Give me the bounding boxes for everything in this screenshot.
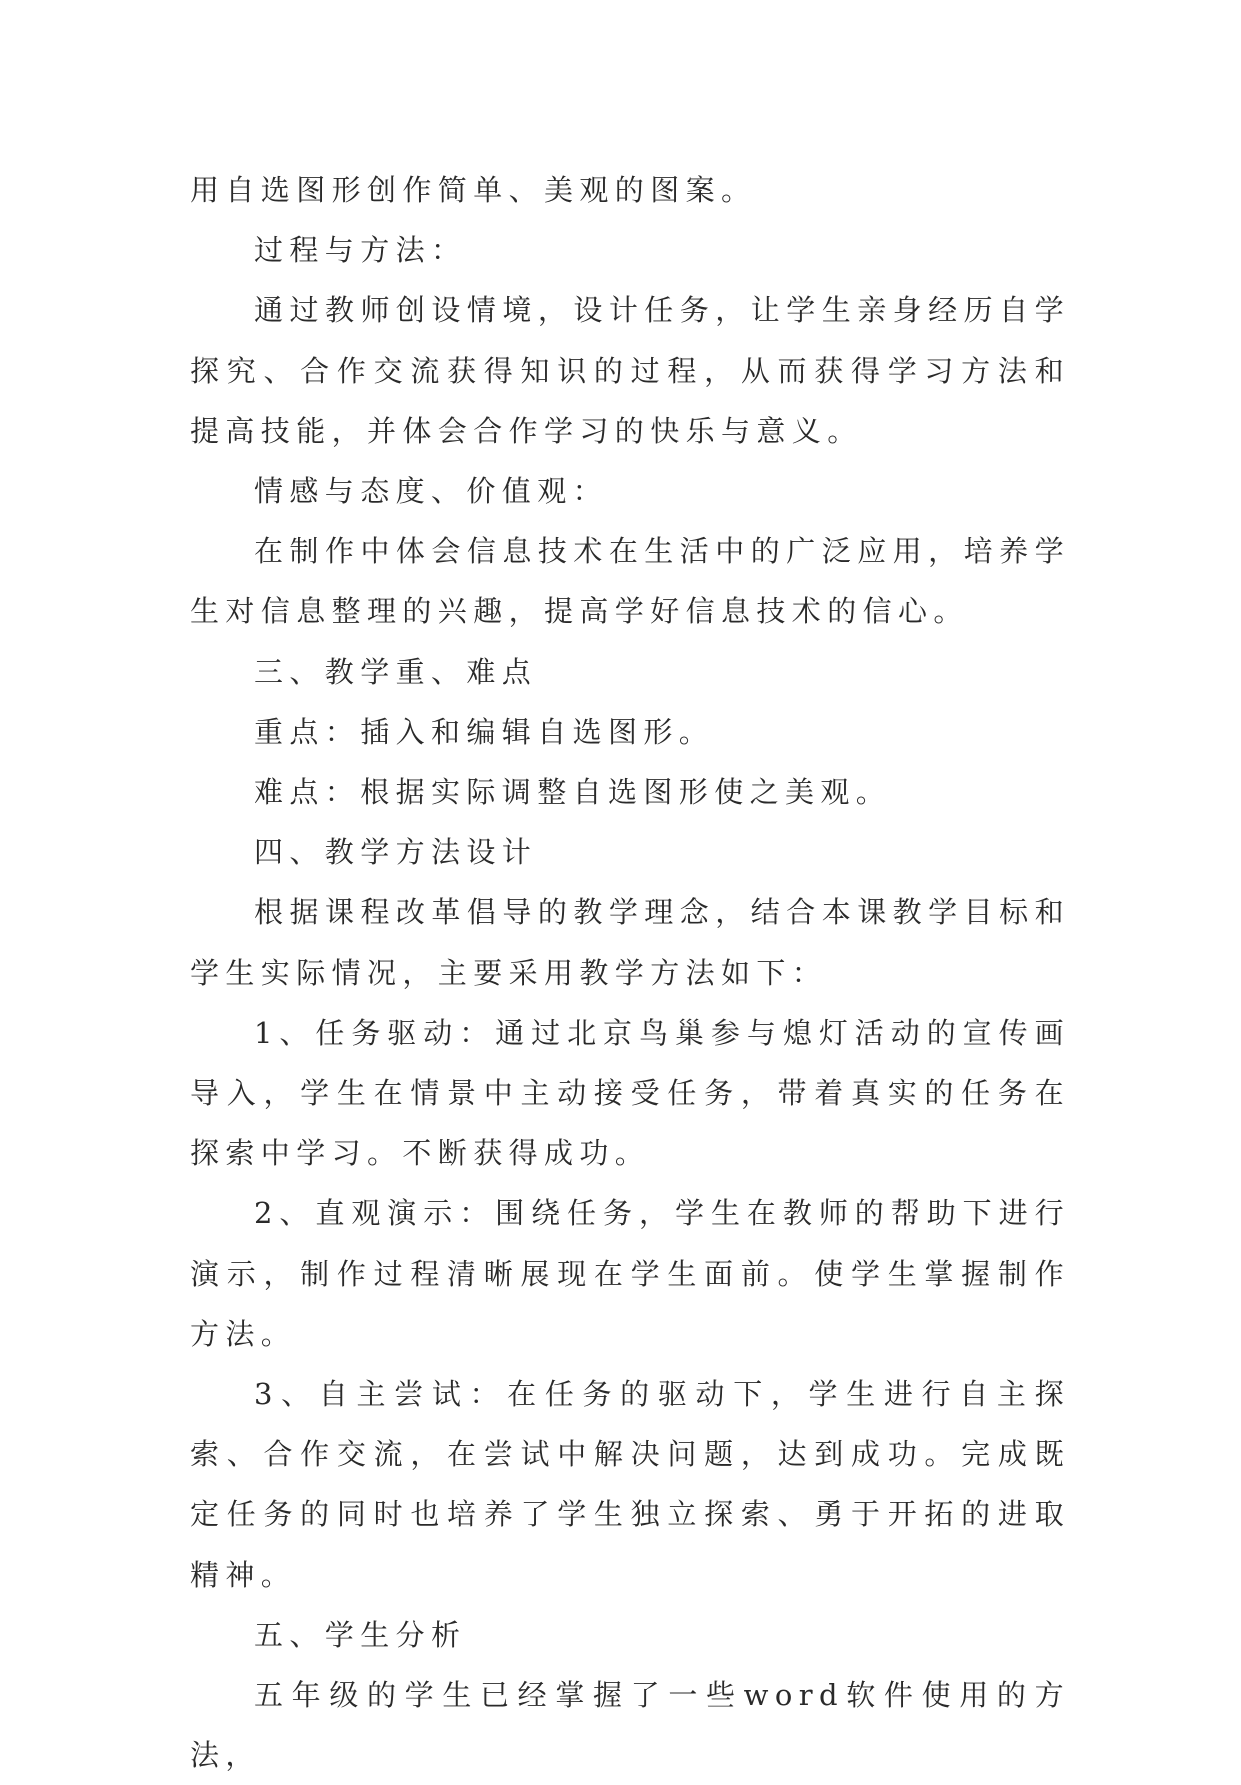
paragraph: 过程与方法：	[254, 233, 467, 268]
paragraph: 五年级的学生已经掌握了一些word软件使用的方法，	[190, 1678, 1070, 1773]
paragraph: 通过教师创设情境，设计任务，让学生亲身经历自学探究、合作交流获得知识的过程，从而获得学习方法和提高技能，并体会合作学习的快乐与意义。	[190, 293, 1070, 448]
paragraph: 难点：根据实际调整自选图形使之美观。	[254, 775, 892, 810]
list-item: 3、自主尝试：在任务的驱动下，学生进行自主探索、合作交流，在尝试中解决问题，达到成功。完成既定任务的同时也培养了学生独立探索、勇于开拓的进取精神。	[190, 1377, 1070, 1592]
paragraph: 重点：插入和编辑自选图形。	[254, 714, 715, 749]
section-heading: 三、教学重、难点	[254, 654, 538, 689]
section-heading: 五、学生分析	[254, 1617, 467, 1652]
list-item: 1、任务驱动：通过北京鸟巢参与熄灯活动的宣传画导入，学生在情景中主动接受任务，带着真实的任务在探索中学习。不断获得成功。	[190, 1015, 1070, 1171]
paragraph: 用自选图形创作简单、美观的图案。	[190, 173, 757, 207]
paragraph: 情感与态度、价值观：	[254, 474, 609, 509]
document-body	[190, 160, 1070, 1785]
list-item: 2、直观演示：围绕任务，学生在教师的帮助下进行演示，制作过程清晰展现在学生面前。使学生掌握制作方法。	[190, 1196, 1070, 1351]
paragraph: 根据课程改革倡导的教学理念，结合本课教学目标和学生实际情况，主要采用教学方法如下：	[190, 895, 1070, 990]
paragraph: 在制作中体会信息技术在生活中的广泛应用，培养学生对信息整理的兴趣，提高学好信息技术的信心。	[190, 534, 1070, 629]
section-heading: 四、教学方法设计	[254, 835, 538, 870]
